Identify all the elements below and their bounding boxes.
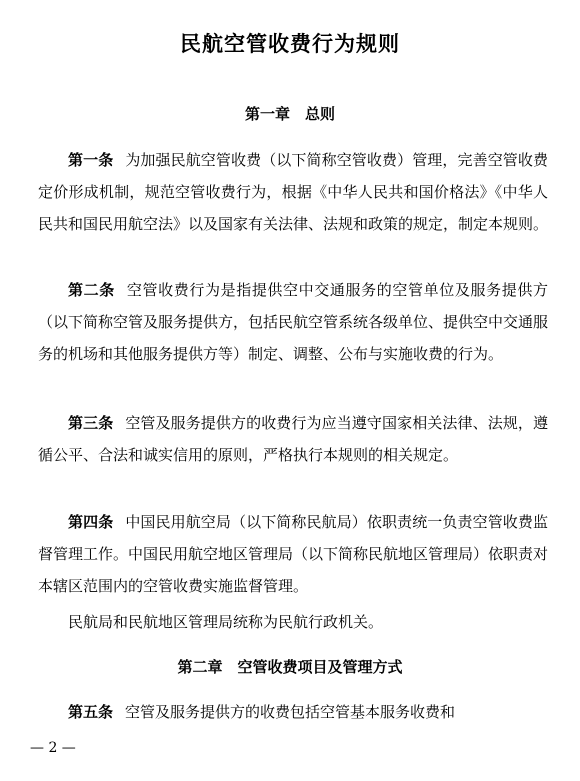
chapter-heading-1: 第一章 总则 — [244, 105, 335, 123]
article-number: 第五条 — [68, 703, 114, 721]
article-number: 第一条 — [68, 151, 114, 169]
document-title: 民航空管收费行为规则 — [180, 32, 400, 56]
article-4 — [38, 506, 548, 602]
article-text: 空管收费行为是指提供空中交通服务的空管单位及服务提供方（以下简称空管及服务提供方，包括民航空管系统各级单位、提供空中交通服务的机场和其他服务提供方等）制定、调整、公布与实施收费的行为。 — [38, 281, 549, 363]
article-4-supplement — [38, 606, 548, 638]
article-text: 中国民用航空局（以下简称民航局）依职责统一负责空管收费监督管理工作。中国民用航空地区管理局（以下简称民航地区管理局）依职责对本辖区范围内的空管收费实施监督管理。 — [38, 513, 549, 595]
article-3 — [38, 407, 548, 471]
article-text: 空管及服务提供方的收费行为应当遵守国家相关法律、法规，遵循公平、合法和诚实信用的原则，严格执行本规则的相关规定。 — [38, 414, 548, 464]
article-number: 第二条 — [68, 281, 115, 299]
page-number: — 2 — — [30, 740, 76, 756]
article-text: 空管及服务提供方的收费包括空管基本服务收费和 — [125, 703, 456, 721]
article-1 — [38, 144, 548, 240]
article-5 — [38, 696, 548, 728]
chapter-heading-2: 第二章 空管收费项目及管理方式 — [177, 658, 403, 676]
article-number: 第四条 — [68, 513, 114, 531]
paragraph-text: 民航局和民航地区管理局统称为民航行政机关。 — [68, 613, 384, 631]
article-text: 为加强民航空管收费（以下简称空管收费）管理，完善空管收费定价形成机制，规范空管收费行为，根据《中华人民共和国价格法》《中华人民共和国民用航空法》以及国家有关法律、法规和政策的规定，制定本规则。 — [38, 151, 549, 233]
article-number: 第三条 — [68, 414, 114, 432]
article-2 — [38, 274, 548, 370]
